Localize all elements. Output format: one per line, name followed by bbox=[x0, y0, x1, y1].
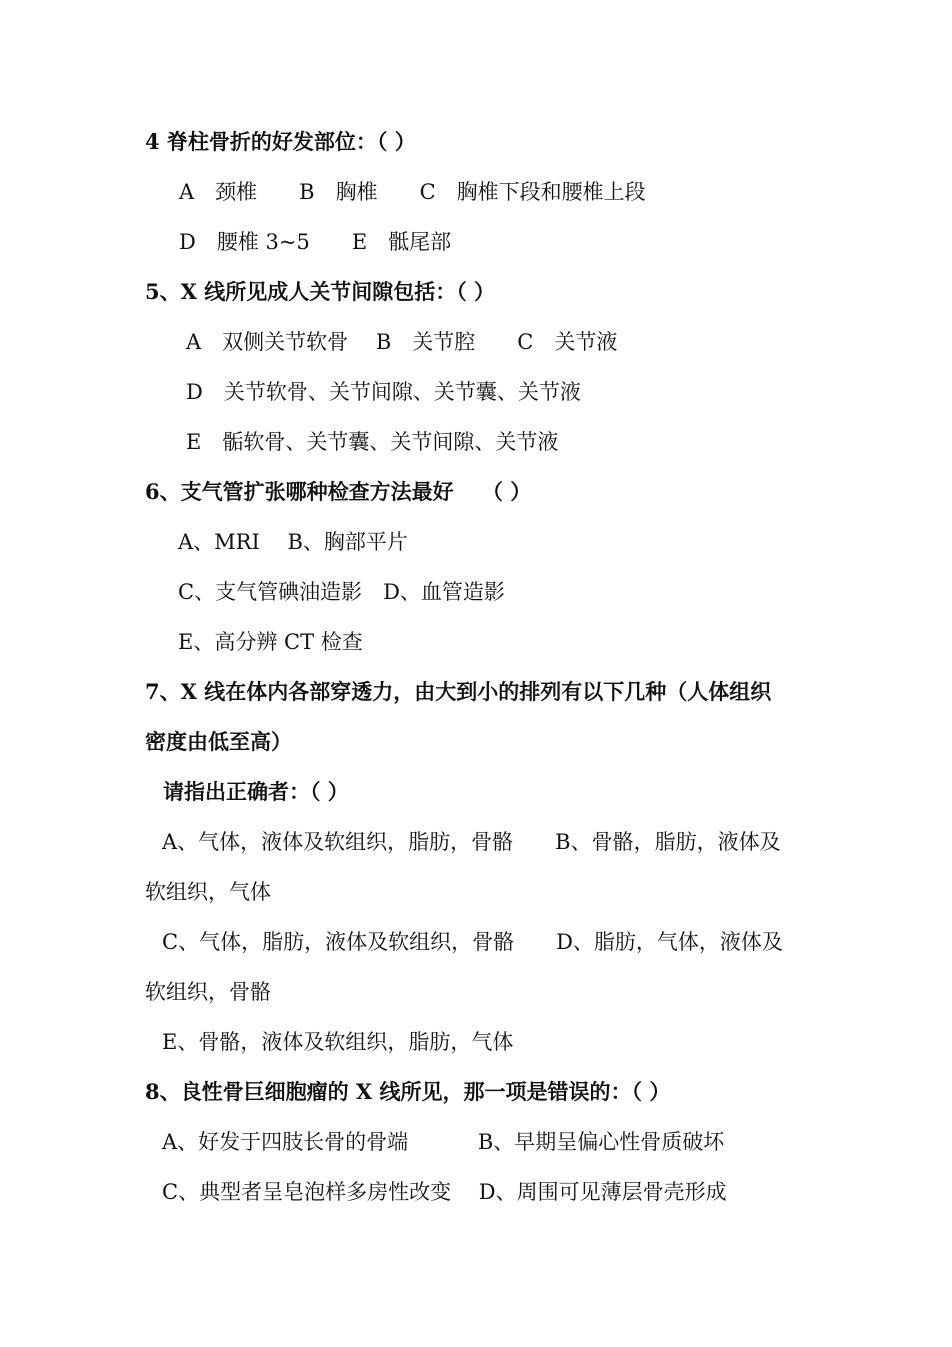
question-7-stem-sub: 请指出正确者：（ ） bbox=[163, 779, 349, 804]
question-6-options-1: A、MRI B、胸部平片 bbox=[178, 530, 408, 554]
question-5-stem: 5、X 线所见成人关节间隙包括：（ ） bbox=[145, 279, 496, 304]
question-7-options-3: E、骨骼，液体及软组织，脂肪，气体 bbox=[162, 1030, 514, 1054]
question-5-options-1: A 双侧关节软骨 B 关节腔 C 关节液 bbox=[186, 330, 618, 354]
question-7-options-2-cont: 软组织，骨骼 bbox=[145, 980, 271, 1004]
question-7-stem: 7、X 线在体内各部穿透力，由大到小的排列有以下几种（人体组织 bbox=[145, 679, 772, 704]
question-4-options-2: D 腰椎 3~5 E 骶尾部 bbox=[179, 230, 452, 254]
question-6-options-2: C、支气管碘油造影 D、血管造影 bbox=[178, 580, 505, 604]
question-6-stem: 6、支气管扩张哪种检查方法最好 （ ） bbox=[145, 479, 532, 504]
question-7-options-2: C、气体，脂肪，液体及软组织，骨骼 D、脂肪，气体，液体及 bbox=[162, 930, 783, 954]
question-7-stem-continued: 密度由低至高） bbox=[145, 729, 292, 754]
question-8-stem: 8、良性骨巨细胞瘤的 X 线所见，那一项是错误的：（ ） bbox=[145, 1079, 671, 1104]
question-7-options-1: A、气体，液体及软组织，脂肪，骨骼 B、骨骼，脂肪，液体及 bbox=[162, 830, 781, 854]
question-8-options-2: C、典型者呈皂泡样多房性改变 D、周围可见薄层骨壳形成 bbox=[162, 1180, 727, 1204]
question-5-options-2: D 关节软骨、关节间隙、关节囊、关节液 bbox=[186, 380, 581, 404]
question-4-stem: 4 脊柱骨折的好发部位：（ ） bbox=[145, 129, 416, 154]
question-4-options-1: A 颈椎 B 胸椎 C 胸椎下段和腰椎上段 bbox=[179, 180, 646, 204]
question-6-options-3: E、高分辨 CT 检查 bbox=[178, 630, 363, 654]
question-8-options-1: A、好发于四肢长骨的骨端 B、早期呈偏心性骨质破坏 bbox=[162, 1130, 725, 1154]
question-5-options-3: E 骺软骨、关节囊、关节间隙、关节液 bbox=[186, 430, 559, 454]
question-7-options-1-cont: 软组织，气体 bbox=[145, 880, 271, 904]
